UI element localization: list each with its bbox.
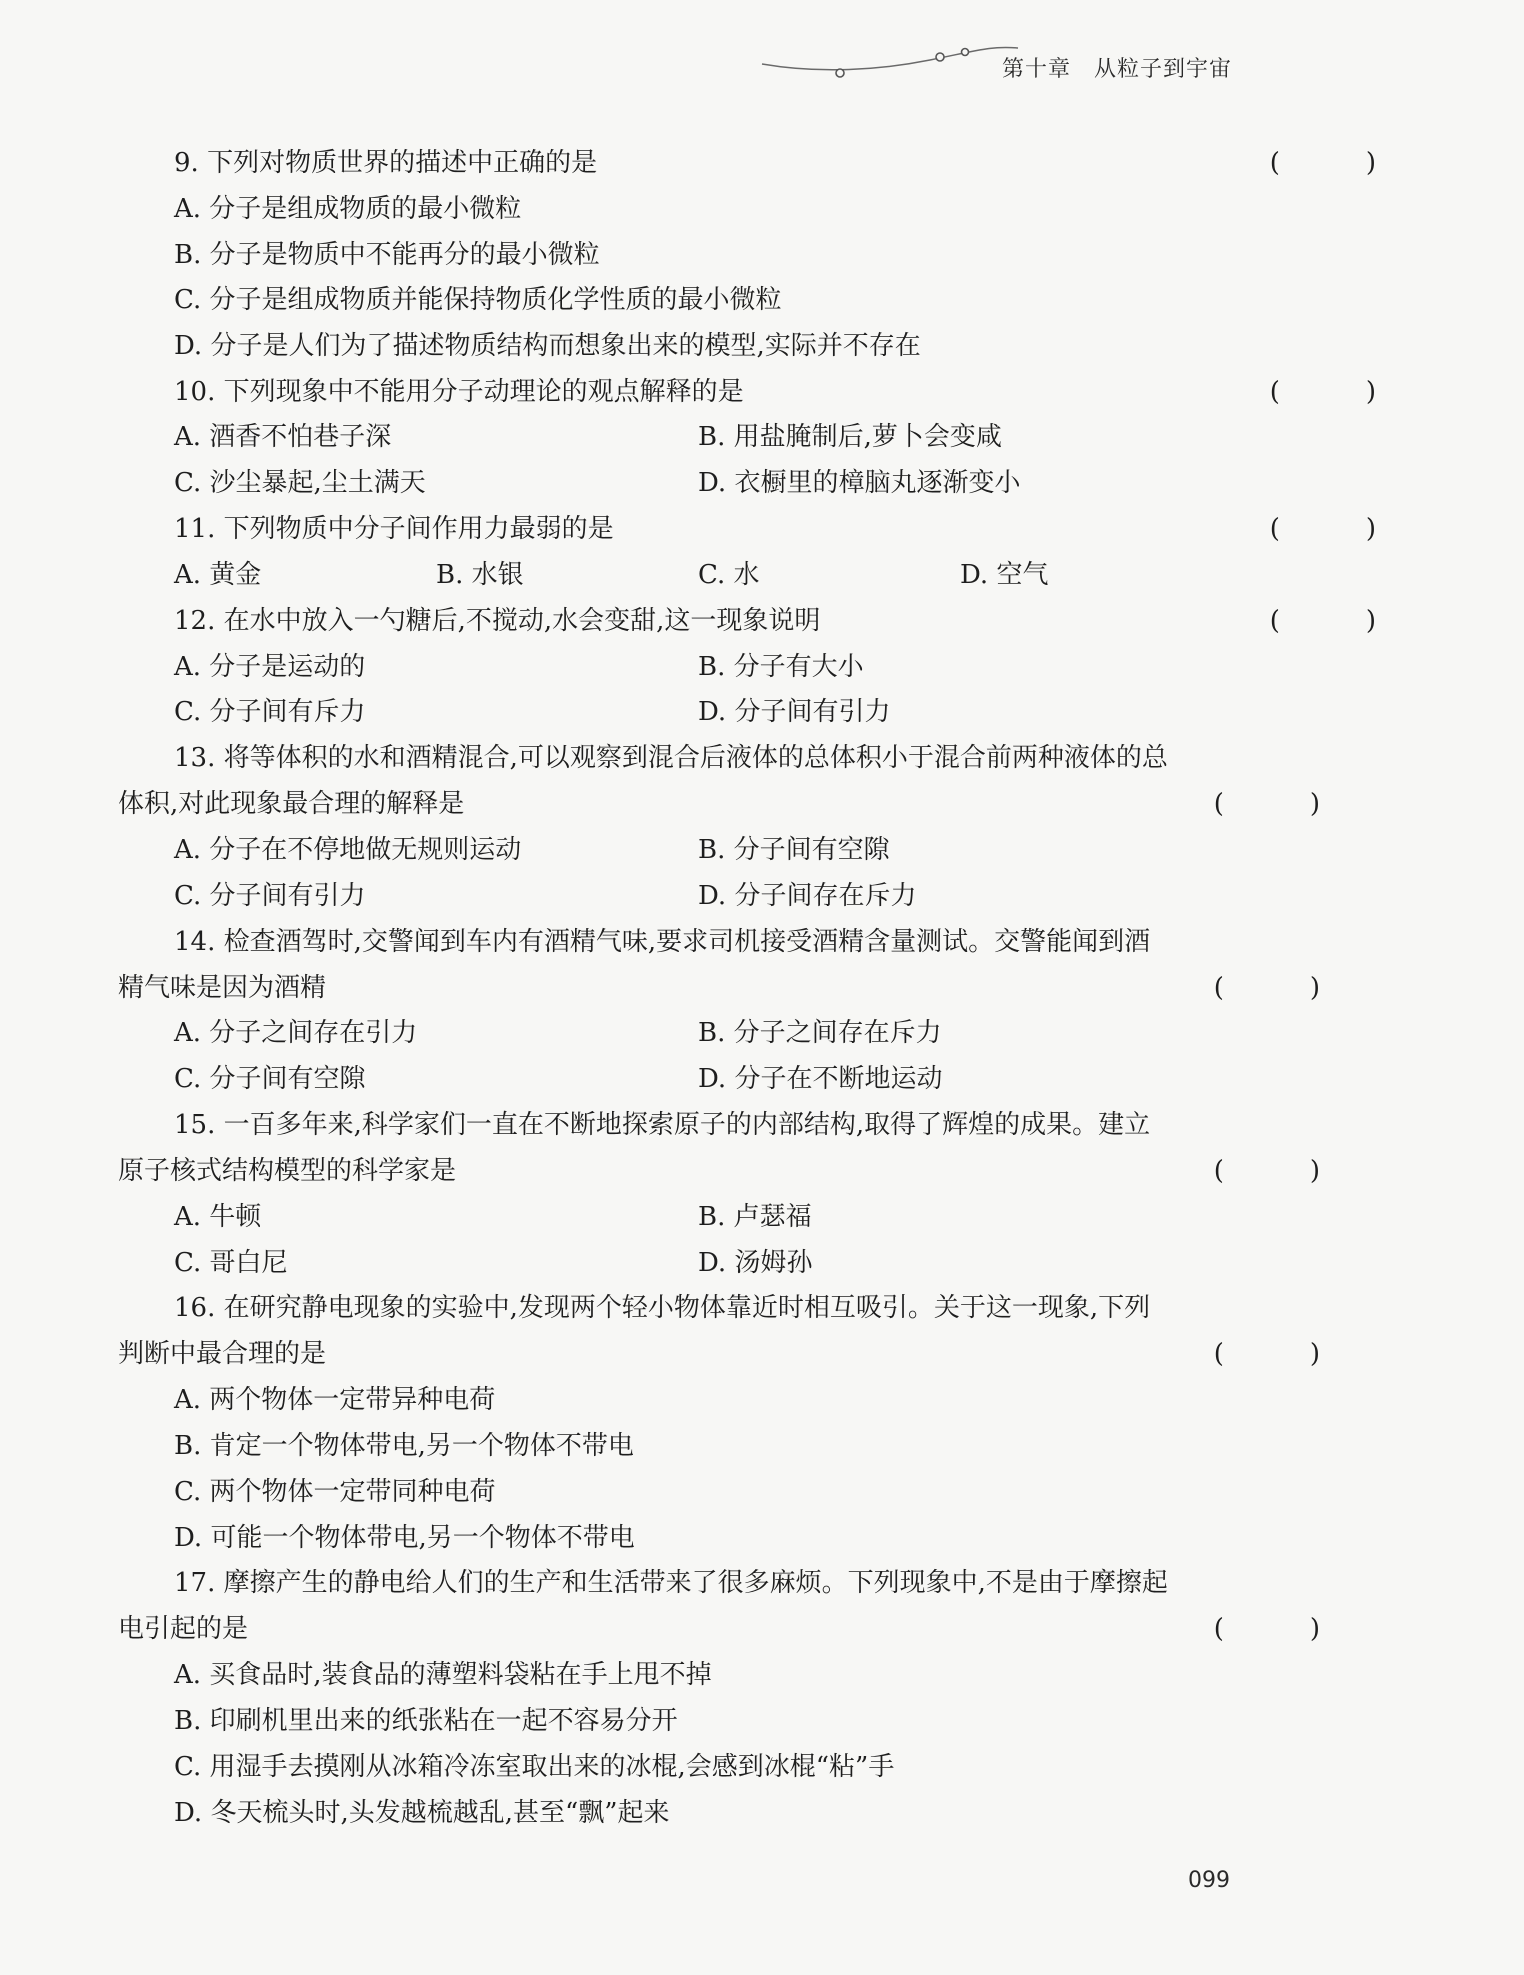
question-10-option-c: C. 沙尘暴起,尘土满天 — [174, 468, 426, 498]
answer-bracket: ( ) — [1269, 148, 1406, 178]
answer-bracket: ( ) — [1213, 789, 1350, 819]
question-13-stem: 13. 将等体积的水和酒精混合,可以观察到混合后液体的总体积小于混合前两种液体的总 — [174, 743, 1168, 773]
question-9-stem — [0, 146, 1524, 180]
question-13-text-continued: 体积,对此现象最合理的解释是 — [118, 789, 465, 819]
question-15-text-continued: 原子核式结构模型的科学家是 — [118, 1156, 457, 1186]
question-12-option-a: A. 分子是运动的 — [174, 652, 366, 682]
question-13-option-c: C. 分子间有引力 — [174, 881, 366, 911]
chapter-title: 第十章 从粒子到宇宙 — [1001, 57, 1232, 82]
question-10-option-a: A. 酒香不怕巷子深 — [174, 422, 392, 452]
question-11-stem — [0, 512, 1524, 546]
answer-bracket: ( ) — [1213, 1156, 1350, 1186]
question-16-option-a: A. 两个物体一定带异种电荷 — [174, 1385, 496, 1415]
question-13-stem-continued — [0, 787, 1468, 821]
question-9-text: 9. 下列对物质世界的描述中正确的是 — [174, 148, 598, 178]
question-14-text-continued: 精气味是因为酒精 — [118, 973, 327, 1003]
question-17-stem: 17. 摩擦产生的静电给人们的生产和生活带来了很多麻烦。下列现象中,不是由于摩擦起 — [174, 1568, 1168, 1598]
question-11-option-c: C. 水 — [698, 560, 760, 590]
answer-bracket: ( ) — [1213, 1339, 1350, 1369]
question-15-option-d: D. 汤姆孙 — [698, 1248, 813, 1278]
question-10-option-b: B. 用盐腌制后,萝卜会变咸 — [698, 422, 1002, 452]
question-16-option-c: C. 两个物体一定带同种电荷 — [174, 1477, 496, 1507]
question-14-option-c: C. 分子间有空隙 — [174, 1064, 366, 1094]
question-12-option-b: B. 分子有大小 — [698, 652, 864, 682]
header-wave-decoration — [760, 40, 1020, 80]
question-9-option-c: C. 分子是组成物质并能保持物质化学性质的最小微粒 — [174, 285, 782, 315]
question-16-text-continued: 判断中最合理的是 — [118, 1339, 327, 1369]
answer-bracket: ( ) — [1213, 1614, 1350, 1644]
question-15-option-c: C. 哥白尼 — [174, 1248, 288, 1278]
question-13-option-d: D. 分子间存在斥力 — [698, 881, 917, 911]
question-12-option-d: D. 分子间有引力 — [698, 697, 891, 727]
question-12-stem — [0, 604, 1524, 638]
question-13-option-a: A. 分子在不停地做无规则运动 — [174, 835, 522, 865]
answer-bracket: ( ) — [1269, 514, 1406, 544]
question-9-option-d: D. 分子是人们为了描述物质结构而想象出来的模型,实际并不存在 — [174, 331, 921, 361]
question-17-option-a: A. 买食品时,装食品的薄塑料袋粘在手上甩不掉 — [174, 1660, 712, 1690]
question-10-text: 10. 下列现象中不能用分子动理论的观点解释的是 — [174, 377, 744, 407]
question-11-option-d: D. 空气 — [960, 560, 1049, 590]
question-14-stem: 14. 检查酒驾时,交警闻到车内有酒精气味,要求司机接受酒精含量测试。交警能闻到酒 — [174, 927, 1151, 957]
question-13-option-b: B. 分子间有空隙 — [698, 835, 890, 865]
question-16-option-b: B. 肯定一个物体带电,另一个物体不带电 — [174, 1431, 634, 1461]
question-14-option-d: D. 分子在不断地运动 — [698, 1064, 943, 1094]
question-10-stem — [0, 375, 1524, 409]
question-15-option-b: B. 卢瑟福 — [698, 1202, 812, 1232]
question-14-option-a: A. 分子之间存在引力 — [174, 1018, 418, 1048]
question-17-option-d: D. 冬天梳头时,头发越梳越乱,甚至“飘”起来 — [174, 1798, 670, 1828]
question-15-stem-continued — [0, 1154, 1468, 1188]
question-17-text-continued: 电引起的是 — [118, 1614, 249, 1644]
question-17-option-c: C. 用湿手去摸刚从冰箱冷冻室取出来的冰棍,会感到冰棍“粘”手 — [174, 1752, 895, 1782]
answer-bracket: ( ) — [1213, 973, 1350, 1003]
answer-bracket: ( ) — [1269, 377, 1406, 407]
question-11-text: 11. 下列物质中分子间作用力最弱的是 — [174, 514, 614, 544]
question-9-option-a: A. 分子是组成物质的最小微粒 — [174, 194, 522, 224]
question-14-option-b: B. 分子之间存在斥力 — [698, 1018, 942, 1048]
page-number: 099 — [1188, 1868, 1230, 1893]
question-15-stem: 15. 一百多年来,科学家们一直在不断地探索原子的内部结构,取得了辉煌的成果。建立 — [174, 1110, 1151, 1140]
answer-bracket: ( ) — [1269, 606, 1406, 636]
question-10-option-d: D. 衣橱里的樟脑丸逐渐变小 — [698, 468, 1021, 498]
question-11-option-b: B. 水银 — [436, 560, 524, 590]
question-17-option-b: B. 印刷机里出来的纸张粘在一起不容易分开 — [174, 1706, 678, 1736]
question-12-option-c: C. 分子间有斥力 — [174, 697, 366, 727]
question-12-text: 12. 在水中放入一勺糖后,不搅动,水会变甜,这一现象说明 — [174, 606, 821, 636]
question-17-stem-continued — [0, 1612, 1468, 1646]
question-16-option-d: D. 可能一个物体带电,另一个物体不带电 — [174, 1523, 635, 1553]
question-9-option-b: B. 分子是物质中不能再分的最小微粒 — [174, 240, 600, 270]
question-16-stem-continued — [0, 1337, 1468, 1371]
question-15-option-a: A. 牛顿 — [174, 1202, 262, 1232]
question-14-stem-continued — [0, 971, 1468, 1005]
question-11-option-a: A. 黄金 — [174, 560, 262, 590]
question-16-stem: 16. 在研究静电现象的实验中,发现两个轻小物体靠近时相互吸引。关于这一现象,下列 — [174, 1293, 1151, 1323]
